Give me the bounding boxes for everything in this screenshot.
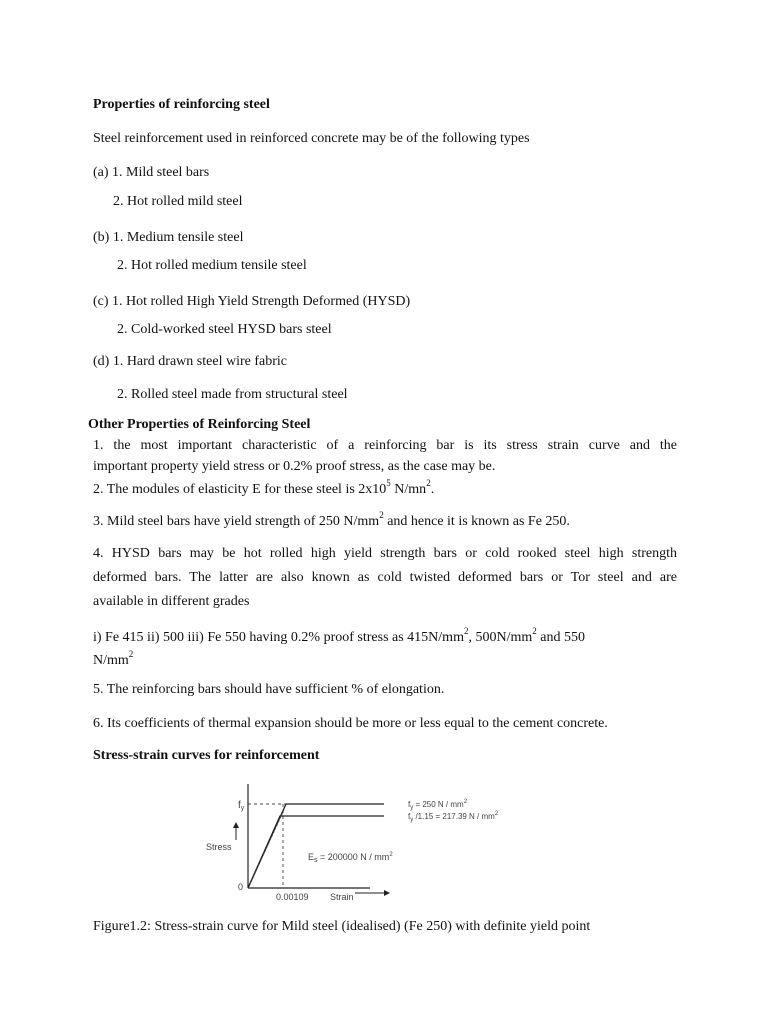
page-title: Properties of reinforcing steel — [93, 97, 270, 112]
modulus-label: $E_s = 200000$ N / $mm^2$ — [308, 852, 393, 864]
property-2: 2. The modules of elasticity E for these steel is $2x10^5$ $N/mn^2$. — [93, 478, 435, 497]
stress-strain-heading: Stress-strain curves for reinforcement — [93, 748, 320, 763]
strain-arrowhead — [384, 890, 390, 896]
origin-label: 0 — [238, 882, 244, 892]
property-1-line-2: important property yield stress or 0.2% proof stress, as the case may be. — [93, 459, 496, 474]
type-b-item-1: (b) 1. Medium tensile steel — [93, 230, 244, 245]
design-curve-label: $f_y$ /1.15 = 217.39 N / $mm^2$ — [408, 811, 499, 823]
grades-line-1: i) Fe 415 ii) 500 iii) Fe 550 having 0.2% proof stress as $415N/mm^2$, $500N/mm^2$ and 550 — [93, 626, 585, 645]
type-d-item-1: (d) 1. Hard drawn steel wire fabric — [93, 354, 287, 369]
fy-axis-label: $f_y$ — [238, 800, 245, 812]
property-3: 3. Mild steel bars have yield strength of 250 $N/mm^2$ and hence it is known as Fe 250. — [93, 510, 570, 529]
property-5: 5. The reinforcing bars should have sufficient % of elongation. — [93, 682, 445, 697]
type-c-item-1: (c) 1. Hot rolled High Yield Strength Deformed (HYSD) — [93, 294, 411, 309]
stress-axis-label: Stress — [206, 842, 232, 852]
property-6: 6. Its coefficients of thermal expansion should be more or less equal to the cement concrete. — [93, 716, 608, 731]
strain-axis-label: Strain — [330, 892, 354, 902]
type-a-item-1: (a) 1. Mild steel bars — [93, 165, 210, 180]
property-4-line-1: 4. HYSD bars may be hot rolled high yield strength bars or cold rooked steel high strength — [93, 546, 677, 561]
property-4-line-3: available in different grades — [93, 594, 250, 609]
type-b-item-2: 2. Hot rolled medium tensile steel — [117, 258, 307, 273]
stress-strain-figure — [200, 778, 530, 908]
type-c-item-2: 2. Cold-worked steel HYSD bars steel — [117, 322, 332, 337]
property-4-line-2: deformed bars. The latter are also known as cold twisted deformed bars or Tor steel and are — [93, 570, 677, 585]
characteristic-curve-label: $f_y = 250$ N / $mm^2$ — [408, 799, 468, 811]
stress-arrowhead — [233, 822, 239, 828]
type-a-item-2: 2. Hot rolled mild steel — [113, 194, 243, 209]
grades-line-2: $N/mm^2$ — [93, 649, 134, 668]
type-d-item-2: 2. Rolled steel made from structural steel — [117, 387, 348, 402]
figure-caption: Figure1.2: Stress-strain curve for Mild steel (idealised) (Fe 250) with definite yield point — [93, 919, 591, 934]
intro-paragraph: Steel reinforcement used in reinforced concrete may be of the following types — [93, 131, 530, 146]
yield-strain-tick-label: 0.00109 — [276, 892, 309, 902]
modulus-slope-line — [250, 810, 284, 884]
other-properties-heading: Other Properties of Reinforcing Steel — [88, 417, 311, 432]
property-1-line-1: 1. the most important characteristic of a reinforcing bar is its stress strain curve and the — [93, 438, 677, 453]
